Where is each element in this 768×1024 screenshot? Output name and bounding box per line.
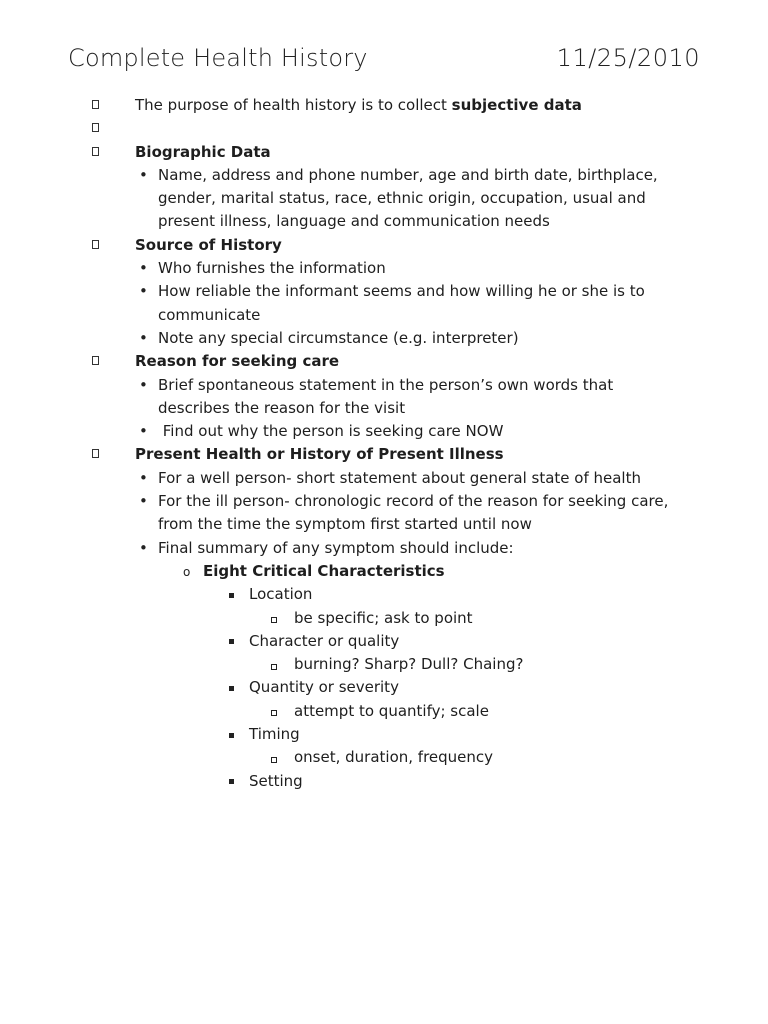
circle-bullet-icon: o: [183, 564, 191, 579]
list-item-text: Name, address and phone number, age and birth date, birthplace,: [158, 165, 658, 184]
checkbox-icon: [92, 356, 99, 365]
list-item: [0, 257, 768, 280]
list-item: [0, 490, 768, 513]
bullet-icon: •: [139, 165, 148, 184]
open-square-bullet-icon: [271, 655, 277, 678]
list-item: [0, 280, 768, 303]
document-body: [0, 94, 768, 793]
list-item-text: For the ill person- chronologic record of the reason for seeking care,: [158, 492, 669, 511]
characteristic-name: Setting: [249, 771, 303, 790]
open-square-bullet-icon: [271, 609, 277, 632]
bullet-icon: •: [139, 538, 148, 557]
square-bullet-icon: [229, 724, 234, 747]
characteristic-detail-text: attempt to quantify; scale: [294, 701, 489, 720]
list-item-text: from the time the symptom first started until now: [158, 515, 532, 534]
list-item-text: For a well person- short statement about general state of health: [158, 468, 641, 487]
section-reason: [0, 350, 768, 373]
intro-text: The purpose of health history is to collect: [135, 96, 452, 114]
list-item-text: describes the reason for the visit: [158, 398, 406, 417]
document-header: [68, 44, 700, 80]
sub-list-item: [0, 560, 768, 583]
list-item: [0, 467, 768, 490]
characteristic-name: Timing: [249, 725, 300, 744]
list-item-text: Who furnishes the information: [158, 259, 386, 278]
list-item-text: Find out why the person is seeking care NOW: [158, 422, 504, 441]
section-heading: Source of History: [135, 235, 282, 254]
bullet-icon: •: [139, 328, 148, 347]
list-item-text: Final summary of any symptom should include:: [158, 538, 514, 557]
list-item: [0, 537, 768, 560]
empty-item: [0, 117, 768, 140]
characteristic-name: Character or quality: [249, 631, 400, 650]
characteristic-detail-text: burning? Sharp? Dull? Chaing?: [294, 655, 524, 674]
checkbox-icon: [92, 449, 99, 458]
section-heading: Reason for seeking care: [135, 352, 340, 371]
list-item-text: gender, marital status, race, ethnic origin, occupation, usual and: [158, 189, 646, 208]
intro-emphasis: subjective data: [451, 96, 582, 114]
open-square-bullet-icon: [271, 702, 277, 725]
characteristic-name: Quantity or severity: [249, 678, 399, 697]
document-title: Complete Health History: [68, 44, 368, 72]
list-item-text: Brief spontaneous statement in the person’s own words that: [158, 375, 614, 394]
bullet-icon: •: [139, 282, 148, 301]
list-item-text: present illness, language and communication needs: [158, 212, 550, 231]
bullet-icon: •: [139, 468, 148, 487]
list-item: [0, 374, 768, 397]
characteristic-item: [0, 723, 768, 746]
characteristic-detail-text: be specific; ask to point: [294, 608, 473, 627]
checkbox-icon: [92, 123, 99, 132]
sub-heading: Eight Critical Characteristics: [203, 561, 445, 580]
section-heading: Biographic Data: [135, 142, 271, 161]
characteristic-name: Location: [249, 585, 313, 604]
list-item-text: Note any special circumstance (e.g. interpreter): [158, 328, 519, 347]
bullet-icon: •: [139, 259, 148, 278]
square-bullet-icon: [229, 677, 234, 700]
square-bullet-icon: [229, 771, 234, 794]
checkbox-icon: [92, 100, 99, 109]
bullet-icon: •: [139, 375, 148, 394]
open-square-bullet-icon: [271, 748, 277, 771]
square-bullet-icon: [229, 631, 234, 654]
characteristic-item: [0, 630, 768, 653]
section-present-health: [0, 443, 768, 466]
bullet-icon: •: [139, 422, 148, 441]
characteristic-detail: [0, 700, 768, 723]
list-item: [0, 164, 768, 187]
section-source: [0, 234, 768, 257]
list-item: [0, 420, 768, 443]
list-item: [0, 327, 768, 350]
checkbox-icon: [92, 147, 99, 156]
characteristic-item: [0, 676, 768, 699]
list-item-text: How reliable the informant seems and how willing he or she is to: [158, 282, 645, 301]
characteristic-detail: [0, 607, 768, 630]
bullet-icon: •: [139, 492, 148, 511]
characteristic-item: [0, 583, 768, 606]
characteristic-detail: [0, 746, 768, 769]
characteristic-detail-text: onset, duration, frequency: [294, 748, 494, 767]
characteristic-item: [0, 770, 768, 793]
square-bullet-icon: [229, 584, 234, 607]
list-item-text: communicate: [158, 305, 261, 324]
section-biographic: [0, 141, 768, 164]
checkbox-icon: [92, 240, 99, 249]
characteristic-detail: [0, 653, 768, 676]
intro-item: [0, 94, 768, 117]
section-heading: Present Health or History of Present Illness: [135, 445, 504, 464]
document-date: 11/25/2010: [556, 44, 700, 72]
